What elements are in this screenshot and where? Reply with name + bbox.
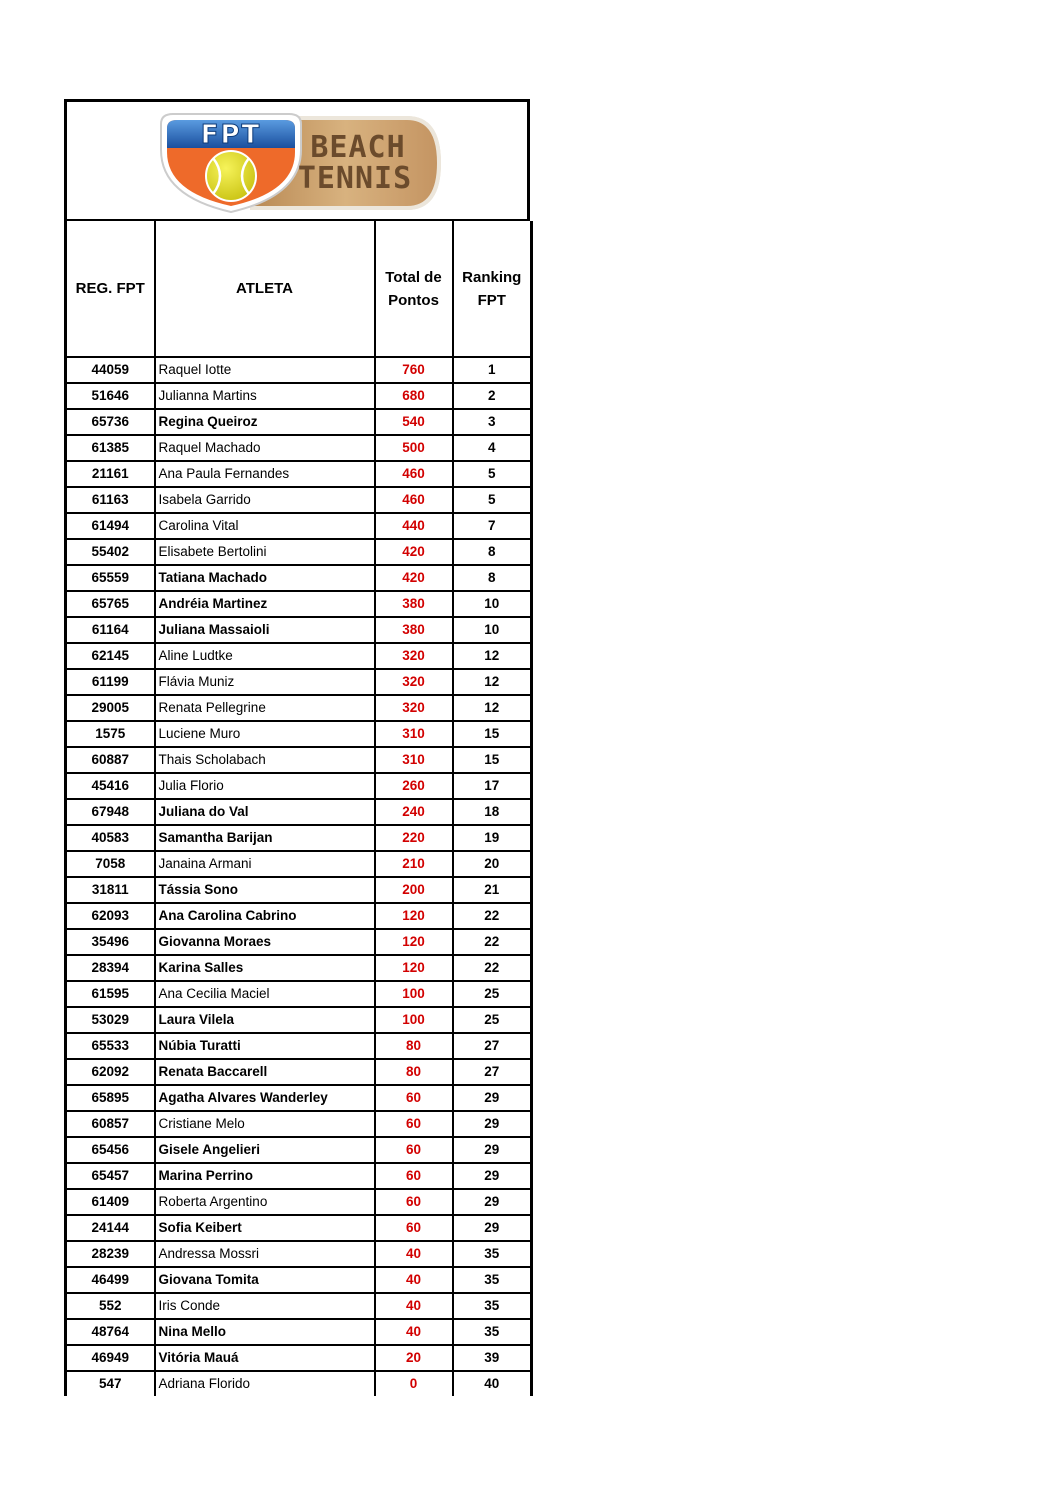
athlete-name-cell: Giovana Tomita	[155, 1267, 375, 1293]
athlete-name-cell: Cristiane Melo	[155, 1111, 375, 1137]
points-cell: 760	[375, 357, 453, 383]
athlete-name-cell: Raquel Machado	[155, 435, 375, 461]
ranking-cell: 17	[453, 773, 532, 799]
ranking-cell: 40	[453, 1371, 532, 1396]
points-cell: 220	[375, 825, 453, 851]
ranking-cell: 12	[453, 669, 532, 695]
reg-cell: 48764	[66, 1319, 155, 1345]
points-cell: 60	[375, 1111, 453, 1137]
points-cell: 260	[375, 773, 453, 799]
points-cell: 380	[375, 617, 453, 643]
athlete-name-cell: Carolina Vital	[155, 513, 375, 539]
reg-cell: 62145	[66, 643, 155, 669]
reg-cell: 45416	[66, 773, 155, 799]
reg-cell: 24144	[66, 1215, 155, 1241]
athlete-name-cell: Tássia Sono	[155, 877, 375, 903]
ranking-cell: 29	[453, 1137, 532, 1163]
table-row	[66, 357, 532, 383]
athlete-name-cell: Karina Salles	[155, 955, 375, 981]
points-cell: 320	[375, 669, 453, 695]
athlete-name-cell: Adriana Florido	[155, 1371, 375, 1396]
ranking-cell: 29	[453, 1189, 532, 1215]
points-cell: 40	[375, 1267, 453, 1293]
table-row	[66, 539, 532, 565]
ranking-cell: 15	[453, 721, 532, 747]
table-row	[66, 929, 532, 955]
ranking-cell: 21	[453, 877, 532, 903]
points-cell: 100	[375, 1007, 453, 1033]
athlete-name-cell: Andressa Mossri	[155, 1241, 375, 1267]
athlete-name-cell: Vitória Mauá	[155, 1345, 375, 1371]
athlete-name-cell: Renata Baccarell	[155, 1059, 375, 1085]
points-cell: 40	[375, 1241, 453, 1267]
ranking-cell: 7	[453, 513, 532, 539]
ranking-cell: 27	[453, 1059, 532, 1085]
reg-cell: 65559	[66, 565, 155, 591]
ranking-cell: 8	[453, 565, 532, 591]
ranking-cell: 25	[453, 981, 532, 1007]
athlete-name-cell: Roberta Argentino	[155, 1189, 375, 1215]
ranking-cell: 8	[453, 539, 532, 565]
athlete-name-cell: Elisabete Bertolini	[155, 539, 375, 565]
athlete-name-cell: Julia Florio	[155, 773, 375, 799]
athlete-name-cell: Andréia Martinez	[155, 591, 375, 617]
ranking-cell: 29	[453, 1215, 532, 1241]
reg-cell: 61199	[66, 669, 155, 695]
ranking-cell: 25	[453, 1007, 532, 1033]
points-cell: 60	[375, 1137, 453, 1163]
points-cell: 460	[375, 487, 453, 513]
points-cell: 0	[375, 1371, 453, 1396]
ranking-cell: 29	[453, 1111, 532, 1137]
ranking-cell: 29	[453, 1085, 532, 1111]
table-row	[66, 1007, 532, 1033]
logo-word-beach: BEACH	[310, 130, 406, 165]
ranking-cell: 22	[453, 903, 532, 929]
ranking-cell: 27	[453, 1033, 532, 1059]
ranking-cell: 12	[453, 643, 532, 669]
reg-cell: 61163	[66, 487, 155, 513]
table-row	[66, 617, 532, 643]
header-ranking: Ranking FPT	[453, 221, 532, 357]
table-row	[66, 799, 532, 825]
table-row	[66, 435, 532, 461]
points-cell: 80	[375, 1033, 453, 1059]
athlete-name-cell: Luciene Muro	[155, 721, 375, 747]
reg-cell: 65736	[66, 409, 155, 435]
reg-cell: 46949	[66, 1345, 155, 1371]
ranking-cell: 4	[453, 435, 532, 461]
ranking-cell: 35	[453, 1319, 532, 1345]
reg-cell: 28239	[66, 1241, 155, 1267]
points-cell: 440	[375, 513, 453, 539]
athlete-name-cell: Sofia Keibert	[155, 1215, 375, 1241]
athlete-name-cell: Juliana Massaioli	[155, 617, 375, 643]
ranking-cell: 20	[453, 851, 532, 877]
athlete-name-cell: Julianna Martins	[155, 383, 375, 409]
table-row	[66, 1189, 532, 1215]
athlete-name-cell: Renata Pellegrine	[155, 695, 375, 721]
header-points: Total de Pontos	[375, 221, 453, 357]
points-cell: 20	[375, 1345, 453, 1371]
points-cell: 100	[375, 981, 453, 1007]
table-row	[66, 1241, 532, 1267]
table-row	[66, 1163, 532, 1189]
table-row	[66, 877, 532, 903]
table-row	[66, 773, 532, 799]
reg-cell: 61409	[66, 1189, 155, 1215]
table-row	[66, 1059, 532, 1085]
points-cell: 500	[375, 435, 453, 461]
points-cell: 540	[375, 409, 453, 435]
fpt-beach-tennis-logo	[157, 110, 442, 216]
ranking-cell: 29	[453, 1163, 532, 1189]
athlete-name-cell: Ana Carolina Cabrino	[155, 903, 375, 929]
athlete-name-cell: Janaina Armani	[155, 851, 375, 877]
ranking-cell: 39	[453, 1345, 532, 1371]
ranking-cell: 35	[453, 1293, 532, 1319]
points-cell: 120	[375, 955, 453, 981]
table-row	[66, 643, 532, 669]
points-cell: 310	[375, 747, 453, 773]
table-row	[66, 1033, 532, 1059]
points-cell: 420	[375, 539, 453, 565]
table-row	[66, 825, 532, 851]
table-row	[66, 1111, 532, 1137]
table-row	[66, 409, 532, 435]
ranking-cell: 15	[453, 747, 532, 773]
reg-cell: 547	[66, 1371, 155, 1396]
reg-cell: 31811	[66, 877, 155, 903]
logo-badge-text: FPT	[200, 120, 262, 150]
points-cell: 320	[375, 643, 453, 669]
reg-cell: 46499	[66, 1267, 155, 1293]
athlete-name-cell: Regina Queiroz	[155, 409, 375, 435]
athlete-name-cell: Raquel Iotte	[155, 357, 375, 383]
table-body	[66, 357, 532, 1396]
table-row	[66, 565, 532, 591]
points-cell: 420	[375, 565, 453, 591]
reg-cell: 62093	[66, 903, 155, 929]
ranking-cell: 12	[453, 695, 532, 721]
reg-cell: 65765	[66, 591, 155, 617]
ranking-cell: 1	[453, 357, 532, 383]
reg-cell: 65895	[66, 1085, 155, 1111]
table-row	[66, 747, 532, 773]
athlete-name-cell: Agatha Alvares Wanderley	[155, 1085, 375, 1111]
athlete-name-cell: Nina Mello	[155, 1319, 375, 1345]
header-athlete: ATLETA	[155, 221, 375, 357]
reg-cell: 53029	[66, 1007, 155, 1033]
ranking-cell: 10	[453, 617, 532, 643]
points-cell: 200	[375, 877, 453, 903]
athlete-name-cell: Tatiana Machado	[155, 565, 375, 591]
athlete-name-cell: Marina Perrino	[155, 1163, 375, 1189]
ranking-cell: 5	[453, 487, 532, 513]
table-row	[66, 487, 532, 513]
reg-cell: 61164	[66, 617, 155, 643]
reg-cell: 62092	[66, 1059, 155, 1085]
table-row	[66, 1293, 532, 1319]
athlete-name-cell: Aline Ludtke	[155, 643, 375, 669]
points-cell: 80	[375, 1059, 453, 1085]
table-row	[66, 1345, 532, 1371]
athlete-name-cell: Flávia Muniz	[155, 669, 375, 695]
header-reg: REG. FPT	[66, 221, 155, 357]
reg-cell: 21161	[66, 461, 155, 487]
table-row	[66, 721, 532, 747]
points-cell: 680	[375, 383, 453, 409]
points-cell: 460	[375, 461, 453, 487]
logo-header	[64, 99, 530, 221]
ranking-cell: 35	[453, 1267, 532, 1293]
reg-cell: 65457	[66, 1163, 155, 1189]
ranking-cell: 19	[453, 825, 532, 851]
table-row	[66, 383, 532, 409]
athlete-name-cell: Gisele Angelieri	[155, 1137, 375, 1163]
reg-cell: 552	[66, 1293, 155, 1319]
athlete-name-cell: Juliana do Val	[155, 799, 375, 825]
reg-cell: 28394	[66, 955, 155, 981]
ranking-sheet	[64, 99, 530, 1396]
points-cell: 120	[375, 903, 453, 929]
table-row	[66, 461, 532, 487]
table-row	[66, 1137, 532, 1163]
points-cell: 310	[375, 721, 453, 747]
ranking-table	[64, 221, 533, 1396]
points-cell: 60	[375, 1163, 453, 1189]
athlete-name-cell: Ana Paula Fernandes	[155, 461, 375, 487]
ranking-cell: 3	[453, 409, 532, 435]
reg-cell: 40583	[66, 825, 155, 851]
table-row	[66, 851, 532, 877]
reg-cell: 61494	[66, 513, 155, 539]
reg-cell: 29005	[66, 695, 155, 721]
points-cell: 320	[375, 695, 453, 721]
athlete-name-cell: Ana Cecilia Maciel	[155, 981, 375, 1007]
ranking-cell: 22	[453, 929, 532, 955]
athlete-name-cell: Iris Conde	[155, 1293, 375, 1319]
athlete-name-cell: Laura Vilela	[155, 1007, 375, 1033]
athlete-name-cell: Giovanna Moraes	[155, 929, 375, 955]
points-cell: 60	[375, 1215, 453, 1241]
ranking-cell: 2	[453, 383, 532, 409]
points-cell: 60	[375, 1189, 453, 1215]
points-cell: 40	[375, 1319, 453, 1345]
points-cell: 120	[375, 929, 453, 955]
athlete-name-cell: Núbia Turatti	[155, 1033, 375, 1059]
reg-cell: 44059	[66, 357, 155, 383]
reg-cell: 51646	[66, 383, 155, 409]
table-row	[66, 1319, 532, 1345]
reg-cell: 1575	[66, 721, 155, 747]
table-row	[66, 903, 532, 929]
reg-cell: 61385	[66, 435, 155, 461]
ranking-cell: 22	[453, 955, 532, 981]
table-header	[66, 221, 532, 357]
points-cell: 40	[375, 1293, 453, 1319]
table-row	[66, 1215, 532, 1241]
reg-cell: 65456	[66, 1137, 155, 1163]
points-cell: 60	[375, 1085, 453, 1111]
table-row	[66, 1085, 532, 1111]
reg-cell: 35496	[66, 929, 155, 955]
table-row	[66, 955, 532, 981]
table-row	[66, 1267, 532, 1293]
ranking-cell: 35	[453, 1241, 532, 1267]
reg-cell: 60887	[66, 747, 155, 773]
ranking-cell: 5	[453, 461, 532, 487]
reg-cell: 60857	[66, 1111, 155, 1137]
reg-cell: 65533	[66, 1033, 155, 1059]
reg-cell: 7058	[66, 851, 155, 877]
table-row	[66, 669, 532, 695]
reg-cell: 67948	[66, 799, 155, 825]
table-row	[66, 695, 532, 721]
reg-cell: 61595	[66, 981, 155, 1007]
table-row	[66, 1371, 532, 1396]
points-cell: 210	[375, 851, 453, 877]
athlete-name-cell: Isabela Garrido	[155, 487, 375, 513]
points-cell: 380	[375, 591, 453, 617]
points-cell: 240	[375, 799, 453, 825]
table-row	[66, 981, 532, 1007]
athlete-name-cell: Thais Scholabach	[155, 747, 375, 773]
reg-cell: 55402	[66, 539, 155, 565]
ranking-cell: 10	[453, 591, 532, 617]
table-row	[66, 591, 532, 617]
table-row	[66, 513, 532, 539]
ranking-cell: 18	[453, 799, 532, 825]
athlete-name-cell: Samantha Barijan	[155, 825, 375, 851]
logo-word-tennis: TENNIS	[297, 161, 413, 196]
